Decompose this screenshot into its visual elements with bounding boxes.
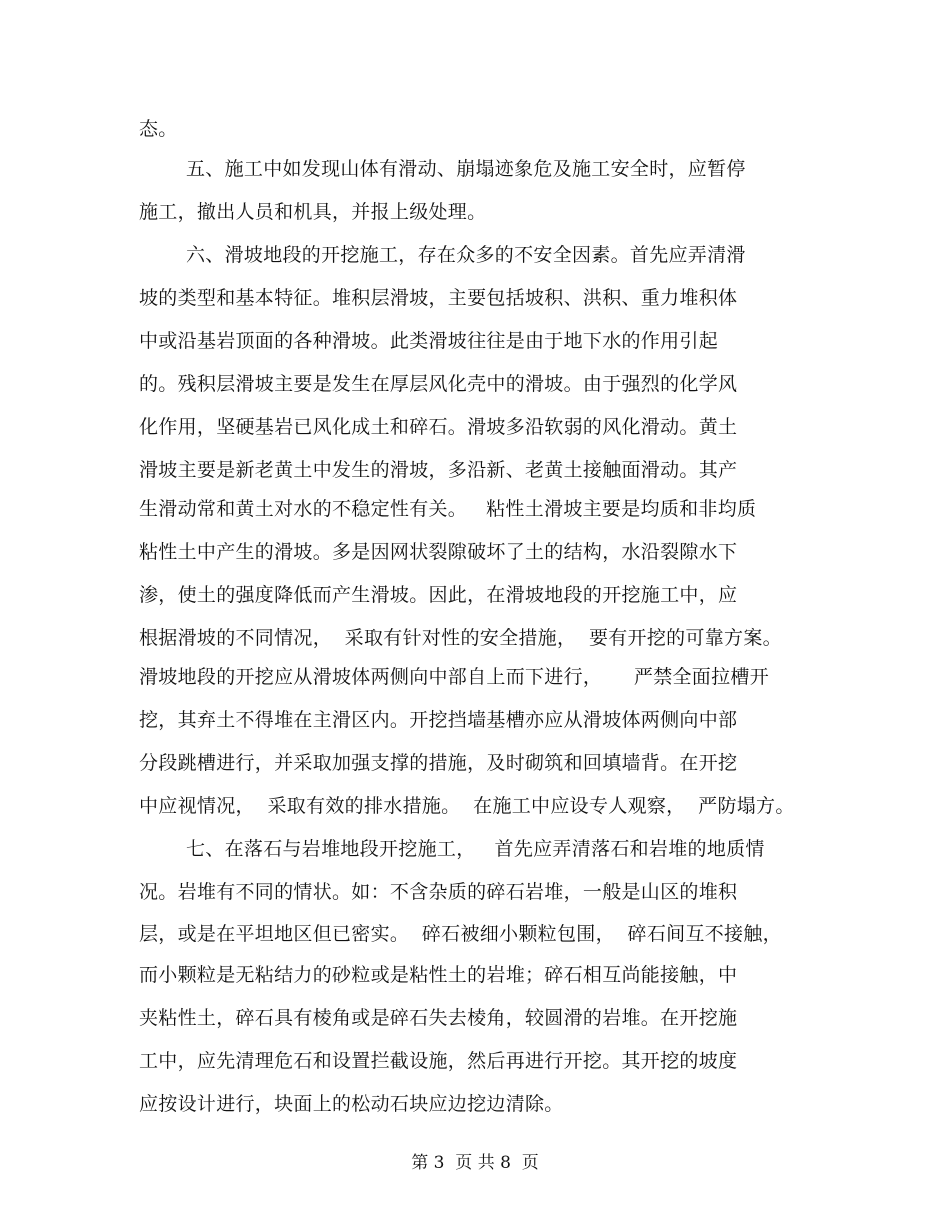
text-line: 态。 (139, 118, 178, 140)
text-line: 粘性土中产生的滑坡。多是因网状裂隙破坏了土的结构，水沿裂隙水下 (139, 541, 738, 563)
text-line: 根据滑坡的不同情况， 采取有针对性的安全措施， 要有开挖的可靠方案。 (139, 627, 782, 649)
text-line: 工中，应先清理危石和设置拦截设施，然后再进行开挖。其开挖的坡度 (139, 1050, 738, 1072)
text-line: 滑坡地段的开挖应从滑坡体两侧向中部自上而下进行， 严禁全面拉槽开 (139, 666, 769, 688)
text-line: 七、在落石与岩堆地段开挖施工， 首先应弄清落石和岩堆的地质情 (186, 838, 765, 860)
page-number-footer: 第 3 页 共 8 页 (411, 1153, 539, 1173)
text-line: 中或沿基岩顶面的各种滑坡。此类滑坡往往是由于地下水的作用引起 (139, 330, 719, 352)
text-line: 夹粘性土，碎石具有棱角或是碎石失去棱角，较圆滑的岩堆。在开挖施 (139, 1007, 738, 1029)
text-line: 层，或是在平坦地区但已密实。 碎石被细小颗粒包围， 碎石间互不接触， (139, 923, 782, 945)
text-line: 分段跳槽进行，并采取加强支撑的措施，及时砌筑和回填墙背。在开挖 (139, 752, 738, 774)
text-line: 坡的类型和基本特征。堆积层滑坡，主要包括坡积、洪积、重力堆积体 (139, 287, 738, 309)
text-line: 的。残积层滑坡主要是发生在厚层风化壳中的滑坡。由于强烈的化学风 (139, 373, 738, 395)
text-line: 况。岩堆有不同的情状。如：不含杂质的碎石岩堆，一般是山区的堆积 (139, 881, 738, 903)
text-line: 而小颗粒是无粘结力的砂粒或是粘性土的岩堆；碎石相互尚能接触，中 (139, 964, 738, 986)
text-line: 应按设计进行，块面上的松动石块应边挖边清除。 (139, 1093, 564, 1115)
text-line: 五、施工中如发现山体有滑动、崩塌迹象危及施工安全时，应暂停 (186, 158, 746, 180)
text-line: 中应视情况， 采取有效的排水措施。 在施工中应设专人观察， 严防塌方。 (139, 795, 795, 817)
text-line: 滑坡主要是新老黄土中发生的滑坡，多沿新、老黄土接触面滑动。其产 (139, 459, 738, 481)
text-line: 生滑动常和黄土对水的不稳定性有关。 粘性土滑坡主要是均质和非均质 (139, 498, 757, 520)
text-line: 施工，撤出人员和机具，并报上级处理。 (139, 201, 487, 223)
text-line: 挖，其弃土不得堆在主滑区内。开挖挡墙基槽亦应从滑坡体两侧向中部 (139, 709, 738, 731)
text-line: 六、滑坡地段的开挖施工，存在众多的不安全因素。首先应弄清滑 (186, 244, 746, 266)
text-line: 渗，使土的强度降低而产生滑坡。因此，在滑坡地段的开挖施工中，应 (139, 584, 738, 606)
text-line: 化作用，坚硬基岩已风化成土和碎石。滑坡多沿软弱的风化滑动。黄土 (139, 416, 738, 438)
